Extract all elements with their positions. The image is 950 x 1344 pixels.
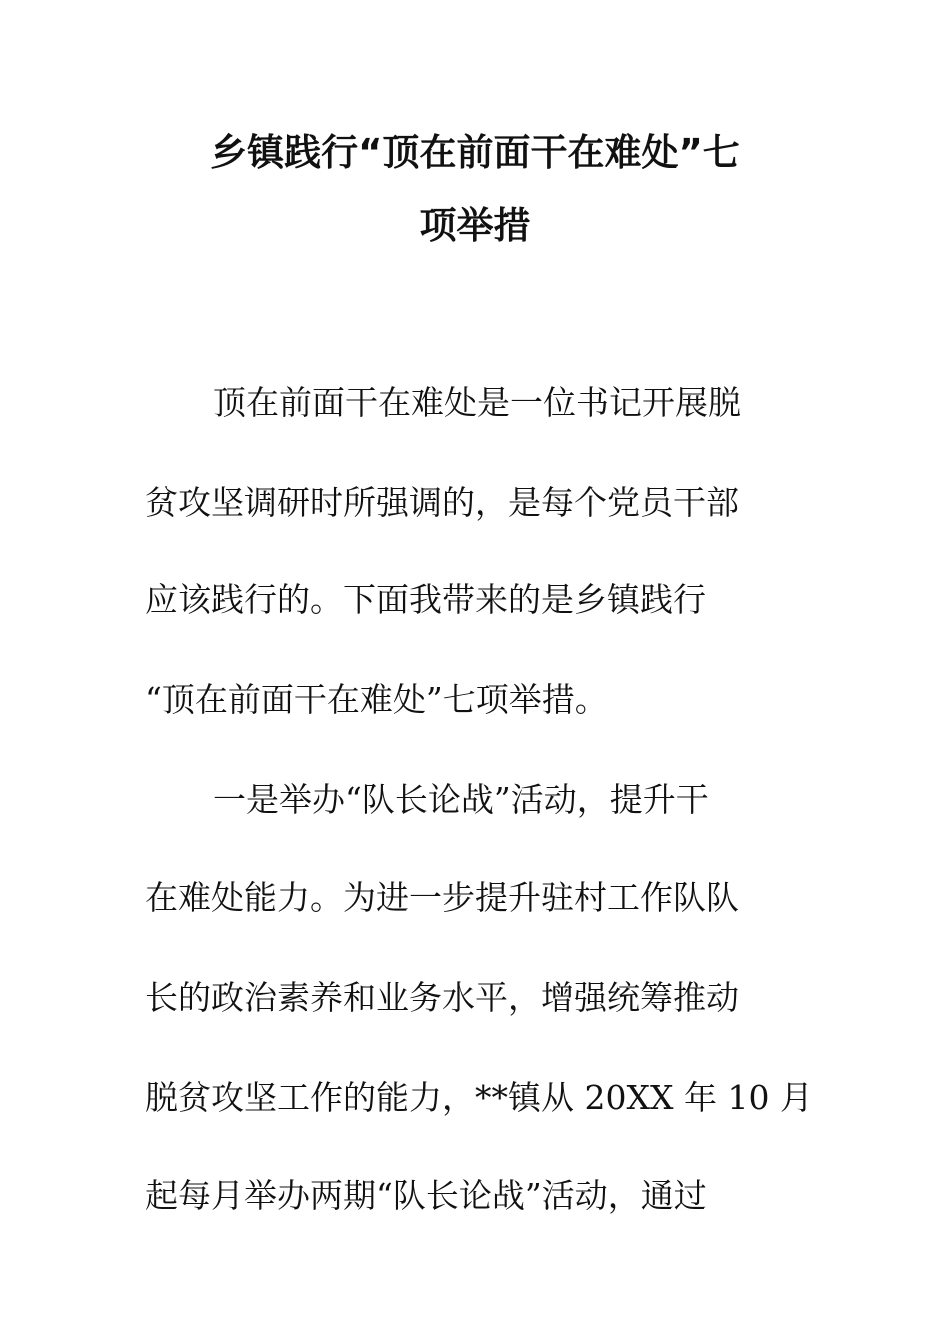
paragraph-line: 在难处能力。为进一步提升驻村工作队队 bbox=[145, 878, 739, 917]
paragraph-line: “顶在前面干在难处”七项举措。 bbox=[145, 680, 608, 719]
paragraph-line: 起每月举办两期“队长论战”活动，通过 bbox=[145, 1176, 707, 1215]
paragraph-line: 一是举办“队长论战”活动，提升干 bbox=[213, 780, 709, 819]
paragraph-line: 长的政治素养和业务水平，增强统筹推动 bbox=[145, 978, 739, 1017]
paragraph-line: 应该践行的。下面我带来的是乡镇践行 bbox=[145, 580, 706, 619]
paragraph-line: 贫攻坚调研时所强调的，是每个党员干部 bbox=[145, 483, 739, 522]
paragraph-line: 顶在前面干在难处是一位书记开展脱 bbox=[213, 383, 741, 422]
document-title-line-2: 项举措 bbox=[419, 204, 531, 247]
document-title-line-1: 乡镇践行“顶在前面干在难处”七 bbox=[210, 131, 740, 174]
paragraph-line: 脱贫攻坚工作的能力，**镇从 20XX 年 10 月 bbox=[145, 1078, 813, 1117]
